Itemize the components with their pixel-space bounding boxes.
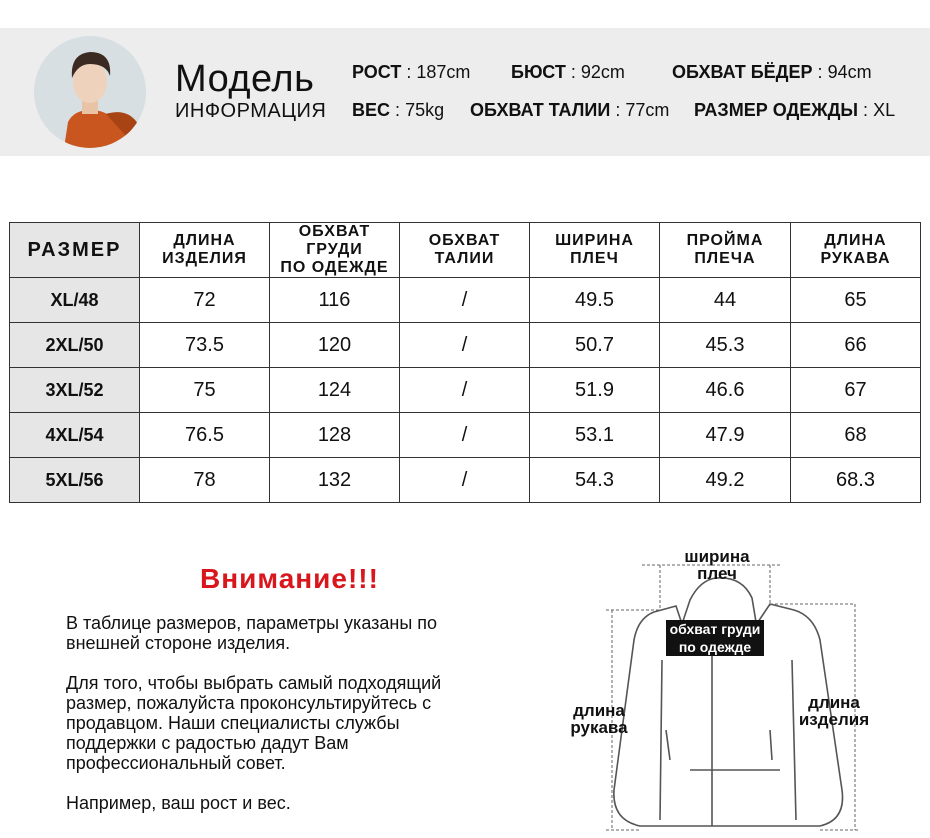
stat-bust: БЮСТ : 92cm: [511, 62, 625, 82]
stat-hips: ОБХВАТ БЁДЕР : 94cm: [672, 62, 872, 82]
value-cell: 75: [140, 368, 270, 413]
value-cell: /: [400, 278, 530, 323]
table-row: [10, 413, 921, 458]
value-cell: 44: [660, 278, 791, 323]
value-cell: /: [400, 368, 530, 413]
size-cell: XL/48: [10, 278, 140, 323]
value-cell: /: [400, 323, 530, 368]
label-garment-length: длина изделия: [798, 693, 870, 729]
table-row: [10, 323, 921, 368]
value-cell: 120: [270, 323, 400, 368]
column-header-1: ДЛИНА ИЗДЕЛИЯ: [140, 223, 270, 278]
value-cell: 47.9: [660, 413, 791, 458]
notice-paragraph-2: Для того, чтобы выбрать самый подходящий размер, пожалуйста проконсультируйтесь с продавцом. Наши специалисты службы поддержки с радостью дадут Вам профессиональный совет.: [66, 673, 442, 773]
table-header-row: [10, 223, 921, 278]
value-cell: 67: [791, 368, 921, 413]
size-table: [9, 222, 921, 503]
jacket-measurement-diagram: [560, 540, 930, 838]
value-cell: 76.5: [140, 413, 270, 458]
column-header-3: ОБХВАТ ТАЛИИ: [400, 223, 530, 278]
value-cell: 78: [140, 458, 270, 503]
label-sleeve-length: длина рукава: [570, 701, 628, 737]
table-row: [10, 278, 921, 323]
value-cell: 51.9: [530, 368, 660, 413]
value-cell: 73.5: [140, 323, 270, 368]
notice-paragraph-1: В таблице размеров, параметры указаны по внешней стороне изделия.: [66, 613, 438, 653]
header-title: Модель: [175, 58, 315, 100]
column-header-0: РАЗМЕР: [10, 223, 140, 278]
table-row: [10, 458, 921, 503]
stat-height: РОСТ : 187cm: [352, 62, 471, 82]
table-body: [10, 278, 921, 503]
value-cell: 68: [791, 413, 921, 458]
size-cell: 4XL/54: [10, 413, 140, 458]
notice-paragraph-3: Например, ваш рост и вес.: [66, 793, 291, 813]
value-cell: 66: [791, 323, 921, 368]
column-header-5: ПРОЙМА ПЛЕЧА: [660, 223, 791, 278]
size-cell: 2XL/50: [10, 323, 140, 368]
value-cell: 132: [270, 458, 400, 503]
model-info-header: [0, 28, 930, 156]
size-cell: 5XL/56: [10, 458, 140, 503]
column-header-2: ОБХВАТ ГРУДИ ПО ОДЕЖДЕ: [270, 223, 400, 278]
value-cell: 54.3: [530, 458, 660, 503]
model-portrait-icon: [34, 36, 146, 148]
value-cell: 46.6: [660, 368, 791, 413]
column-header-6: ДЛИНА РУКАВА: [791, 223, 921, 278]
value-cell: 128: [270, 413, 400, 458]
column-header-4: ШИРИНА ПЛЕЧ: [530, 223, 660, 278]
value-cell: 45.3: [660, 323, 791, 368]
stat-clothing-size: РАЗМЕР ОДЕЖДЫ : XL: [694, 100, 896, 120]
stat-waist: ОБХВАТ ТАЛИИ : 77cm: [470, 100, 670, 120]
model-photo: [34, 36, 146, 148]
value-cell: 116: [270, 278, 400, 323]
label-chest-girth: обхват груди по одежде: [666, 620, 764, 656]
size-cell: 3XL/52: [10, 368, 140, 413]
value-cell: 49.5: [530, 278, 660, 323]
value-cell: /: [400, 413, 530, 458]
value-cell: 124: [270, 368, 400, 413]
value-cell: 50.7: [530, 323, 660, 368]
table-row: [10, 368, 921, 413]
attention-title: Внимание!!!: [200, 563, 379, 594]
value-cell: 65: [791, 278, 921, 323]
value-cell: 53.1: [530, 413, 660, 458]
value-cell: /: [400, 458, 530, 503]
label-shoulder-width: ширина плеч: [684, 547, 750, 583]
value-cell: 72: [140, 278, 270, 323]
value-cell: 68.3: [791, 458, 921, 503]
value-cell: 49.2: [660, 458, 791, 503]
stat-weight: ВЕС : 75kg: [352, 100, 445, 120]
header-subtitle: ИНФОРМАЦИЯ: [175, 100, 327, 122]
